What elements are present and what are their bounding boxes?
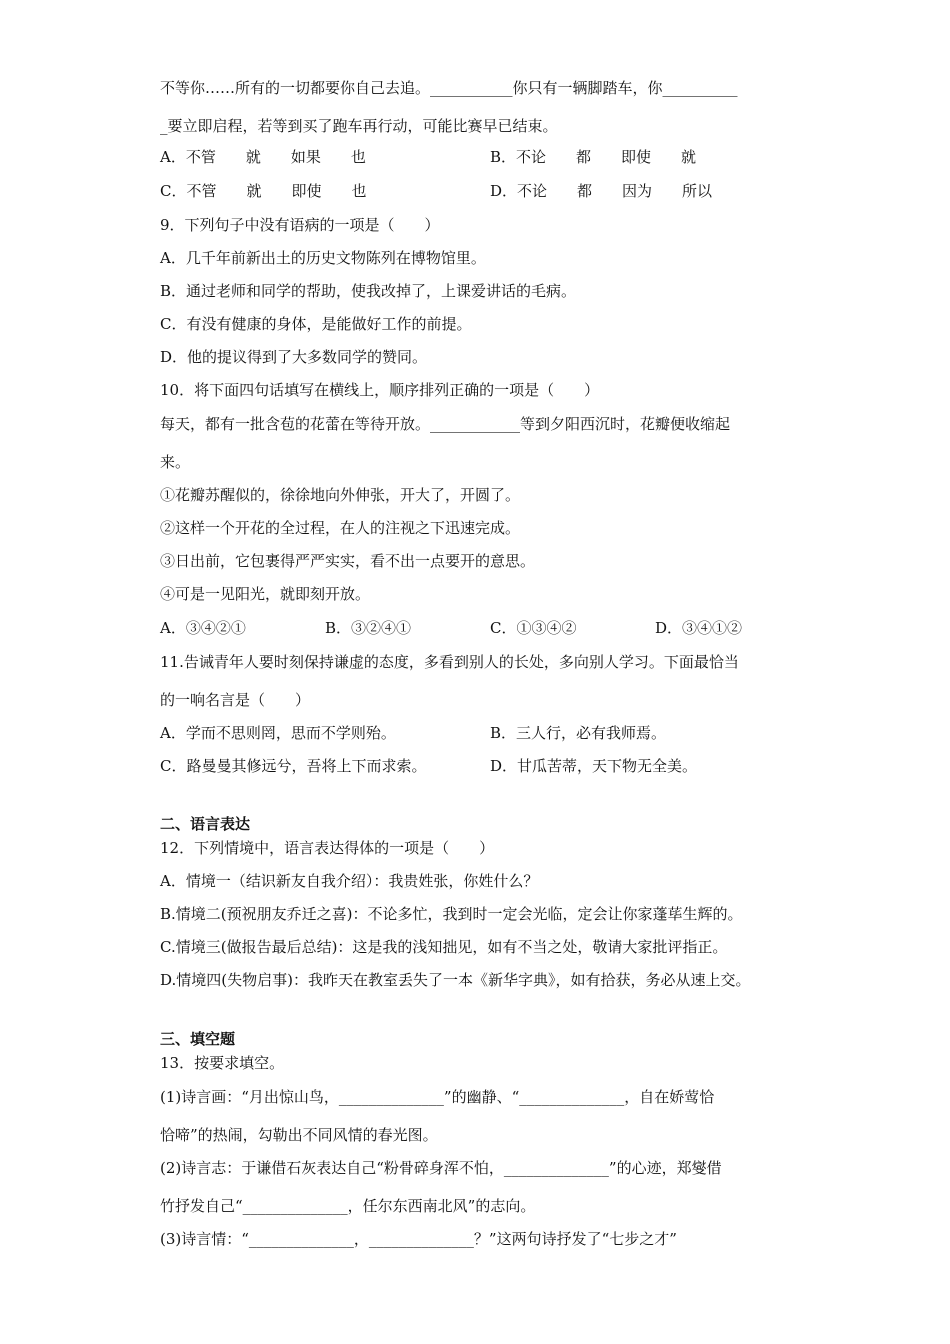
q9-option-a: A．几千年前新出土的历史文物陈列在博物馆里。 bbox=[160, 249, 486, 267]
q9-option-c: C．有没有健康的身体，是能做好工作的前提。 bbox=[160, 315, 472, 333]
section-heading-2: 二、语言表达 bbox=[160, 815, 251, 833]
q11-stem-line-2: 的一响名言是（ ） bbox=[160, 691, 311, 709]
q9-stem: 9．下列句子中没有语病的一项是（ ） bbox=[160, 216, 440, 234]
q12-stem: 12．下列情境中，语言表达得体的一项是（ ） bbox=[160, 839, 495, 857]
q13-part-3-line-1: (3)诗言情：“______________，______________？”这两句诗抒发了“七步之才” bbox=[160, 1230, 677, 1248]
q10-item-3: ③日出前，它包裹得严严实实，看不出一点要开的意思。 bbox=[160, 552, 536, 570]
q13-part-1-line-2: 恰啼”的热闹，勾勒出不同风情的春光图。 bbox=[160, 1126, 438, 1144]
q12-option-c: C.情境三(做报告最后总结)：这是我的浅知拙见，如有不当之处，敬请大家批评指正。 bbox=[160, 938, 728, 956]
q8-option-b: B．不论 都 即使 就 bbox=[490, 148, 697, 166]
q12-option-b: B.情境二(预祝朋友乔迁之喜)：不论多忙，我到时一定会光临，定会让你家蓬荜生辉的。 bbox=[160, 905, 743, 923]
q8-option-a: A．不管 就 如果 也 bbox=[160, 148, 366, 166]
q10-option-c: C．①③④② bbox=[490, 619, 577, 637]
q8-option-c: C．不管 就 即使 也 bbox=[160, 182, 367, 200]
q10-stem: 10．将下面四句话填写在横线上，顺序排列正确的一项是（ ） bbox=[160, 381, 600, 399]
q10-item-2: ②这样一个开花的全过程，在人的注视之下迅速完成。 bbox=[160, 519, 521, 537]
q11-option-b: B．三人行，必有我师焉。 bbox=[490, 724, 667, 742]
q10-item-4: ④可是一见阳光，就即刻开放。 bbox=[160, 585, 371, 603]
q13-part-2-line-2: 竹抒发自己“______________，任尔东西南北风”的志向。 bbox=[160, 1197, 536, 1215]
q12-option-d: D.情境四(失物启事)：我昨天在教室丢失了一本《新华字典》，如有拾获，务必从速上交。 bbox=[160, 971, 751, 989]
q10-sentence-line-1: 每天，都有一批含苞的花蕾在等待开放。____________等到夕阳西沉时，花瓣便收缩起 bbox=[160, 415, 731, 433]
q9-option-b: B．通过老师和同学的帮助，使我改掉了，上课爱讲话的毛病。 bbox=[160, 282, 577, 300]
q11-option-a: A．学而不思则罔，思而不学则殆。 bbox=[160, 724, 396, 742]
q9-option-d: D．他的提议得到了大多数同学的赞同。 bbox=[160, 348, 428, 366]
q10-sentence-line-2: 来。 bbox=[160, 453, 191, 471]
q10-option-a: A．③④②① bbox=[160, 619, 246, 637]
q10-option-d: D．③④①② bbox=[655, 619, 743, 637]
q11-option-d: D．甘瓜苦蒂，天下物无全美。 bbox=[490, 757, 698, 775]
q13-part-2-line-1: (2)诗言志：于谦借石灰表达自己“粉骨碎身浑不怕，______________”的心迹，郑燮借 bbox=[160, 1159, 722, 1177]
q11-option-c: C．路曼曼其修远兮，吾将上下而求索。 bbox=[160, 757, 427, 775]
q12-option-a: A．情境一（结识新友自我介绍）：我贵姓张，你姓什么？ bbox=[160, 872, 539, 890]
q10-item-1: ①花瓣苏醒似的，徐徐地向外伸张，开大了，开圆了。 bbox=[160, 486, 521, 504]
section-heading-3: 三、填空题 bbox=[160, 1030, 236, 1048]
q13-stem: 13．按要求填空。 bbox=[160, 1054, 285, 1072]
q8-option-d: D．不论 都 因为 所以 bbox=[490, 182, 713, 200]
q8-text-line-2: _要立即启程，若等到买了跑车再行动，可能比赛早已结束。 bbox=[160, 117, 558, 135]
q13-part-1-line-1: (1)诗言画：“月出惊山鸟，______________”的幽静、“______________，自在娇莺恰 bbox=[160, 1088, 715, 1106]
q10-option-b: B．③②④① bbox=[325, 619, 412, 637]
q8-text-line-1: 不等你……所有的一切都要你自己去追。___________你只有一辆脚踏车，你__________ bbox=[160, 79, 738, 97]
q11-stem-line-1: 11.告诫青年人要时刻保持谦虚的态度，多看到别人的长处，多向别人学习。下面最恰当 bbox=[160, 653, 739, 671]
